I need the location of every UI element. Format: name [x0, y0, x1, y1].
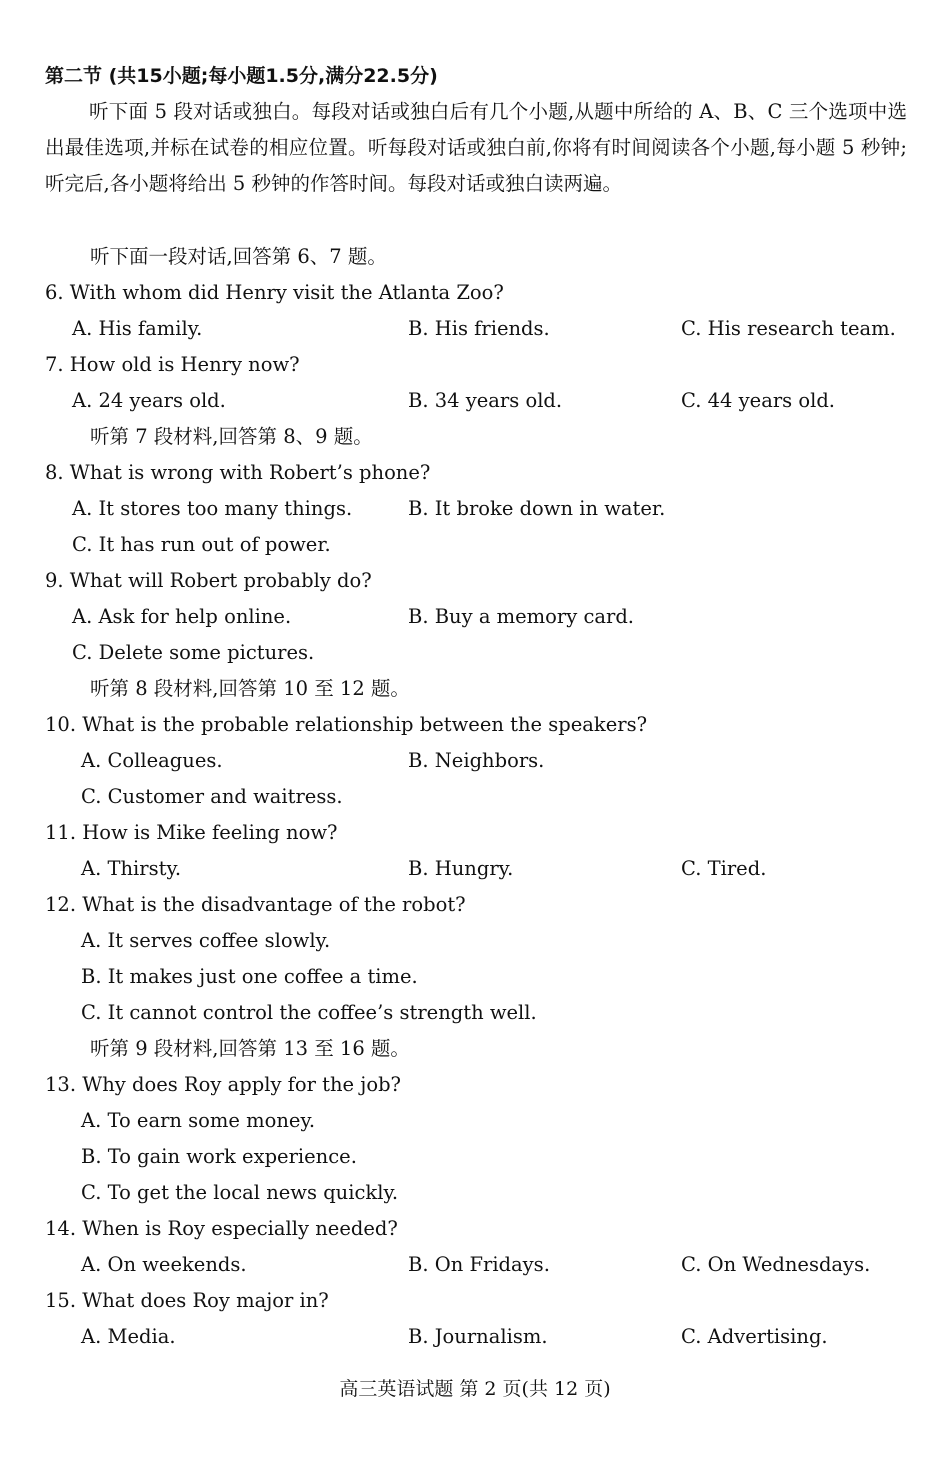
option-b: B. Journalism. [408, 1325, 548, 1348]
question-stem: 7. How old is Henry now? [45, 353, 300, 376]
option-c: C. To get the local news quickly. [81, 1181, 399, 1204]
section-instructions: 听下面 5 段对话或独白。每段对话或独白后有几个小题,从题中所给的 A、B、C 三个选项中选出最佳选项,并标在试卷的相应位置。听每段对话或独白前,你将有时间阅读各个小题,每小题 5 秒钟;听完后,各小题将给出 5 秒钟的作答时间。每段对话或独白读两遍。 [45, 100, 907, 195]
question-stem: 10. What is the probable relationship between the speakers? [45, 713, 648, 736]
option-c: C. It has run out of power. [72, 533, 331, 556]
listening-direction: 听第 8 段材料,回答第 10 至 12 题。 [90, 677, 410, 700]
option-a: A. To earn some money. [81, 1109, 316, 1132]
listening-direction: 听下面一段对话,回答第 6、7 题。 [90, 245, 387, 268]
section-title: 第二节 (共15小题;每小题1.5分,满分22.5分) [45, 65, 438, 87]
option-c: C. On Wednesdays. [681, 1253, 871, 1276]
option-c: C. It cannot control the coffee’s strength well. [81, 1001, 537, 1024]
option-c: C. Delete some pictures. [72, 641, 315, 664]
option-b: B. Hungry. [408, 857, 514, 880]
question-stem: 12. What is the disadvantage of the robot? [45, 893, 466, 916]
option-a: A. Media. [81, 1325, 176, 1348]
option-b: B. Neighbors. [408, 749, 545, 772]
option-a: A. Ask for help online. [72, 605, 292, 628]
option-b: B. It broke down in water. [408, 497, 666, 520]
listening-direction: 听第 9 段材料,回答第 13 至 16 题。 [90, 1037, 410, 1060]
option-c: C. His research team. [681, 317, 896, 340]
page-footer: 高三英语试题 第 2 页(共 12 页) [339, 1378, 611, 1400]
question-stem: 9. What will Robert probably do? [45, 569, 372, 592]
option-c: C. Tired. [681, 857, 767, 880]
question-stem: 15. What does Roy major in? [45, 1289, 329, 1312]
option-a: A. 24 years old. [72, 389, 226, 412]
listening-direction: 听第 7 段材料,回答第 8、9 题。 [90, 425, 373, 448]
option-c: C. Customer and waitress. [81, 785, 343, 808]
option-a: A. Colleagues. [81, 749, 223, 772]
option-b: B. On Fridays. [408, 1253, 550, 1276]
option-b: B. It makes just one coffee a time. [81, 965, 418, 988]
question-stem: 8. What is wrong with Robert’s phone? [45, 461, 431, 484]
option-b: B. To gain work experience. [81, 1145, 357, 1168]
option-c: C. Advertising. [681, 1325, 828, 1348]
option-c: C. 44 years old. [681, 389, 836, 412]
option-a: A. His family. [72, 317, 203, 340]
option-b: B. His friends. [408, 317, 550, 340]
question-stem: 6. With whom did Henry visit the Atlanta Zoo? [45, 281, 504, 304]
question-stem: 11. How is Mike feeling now? [45, 821, 338, 844]
question-stem: 14. When is Roy especially needed? [45, 1217, 398, 1240]
option-a: A. On weekends. [81, 1253, 247, 1276]
option-a: A. It stores too many things. [72, 497, 353, 520]
option-a: A. Thirsty. [81, 857, 182, 880]
option-b: B. Buy a memory card. [408, 605, 635, 628]
option-a: A. It serves coffee slowly. [81, 929, 331, 952]
question-stem: 13. Why does Roy apply for the job? [45, 1073, 402, 1096]
option-b: B. 34 years old. [408, 389, 563, 412]
